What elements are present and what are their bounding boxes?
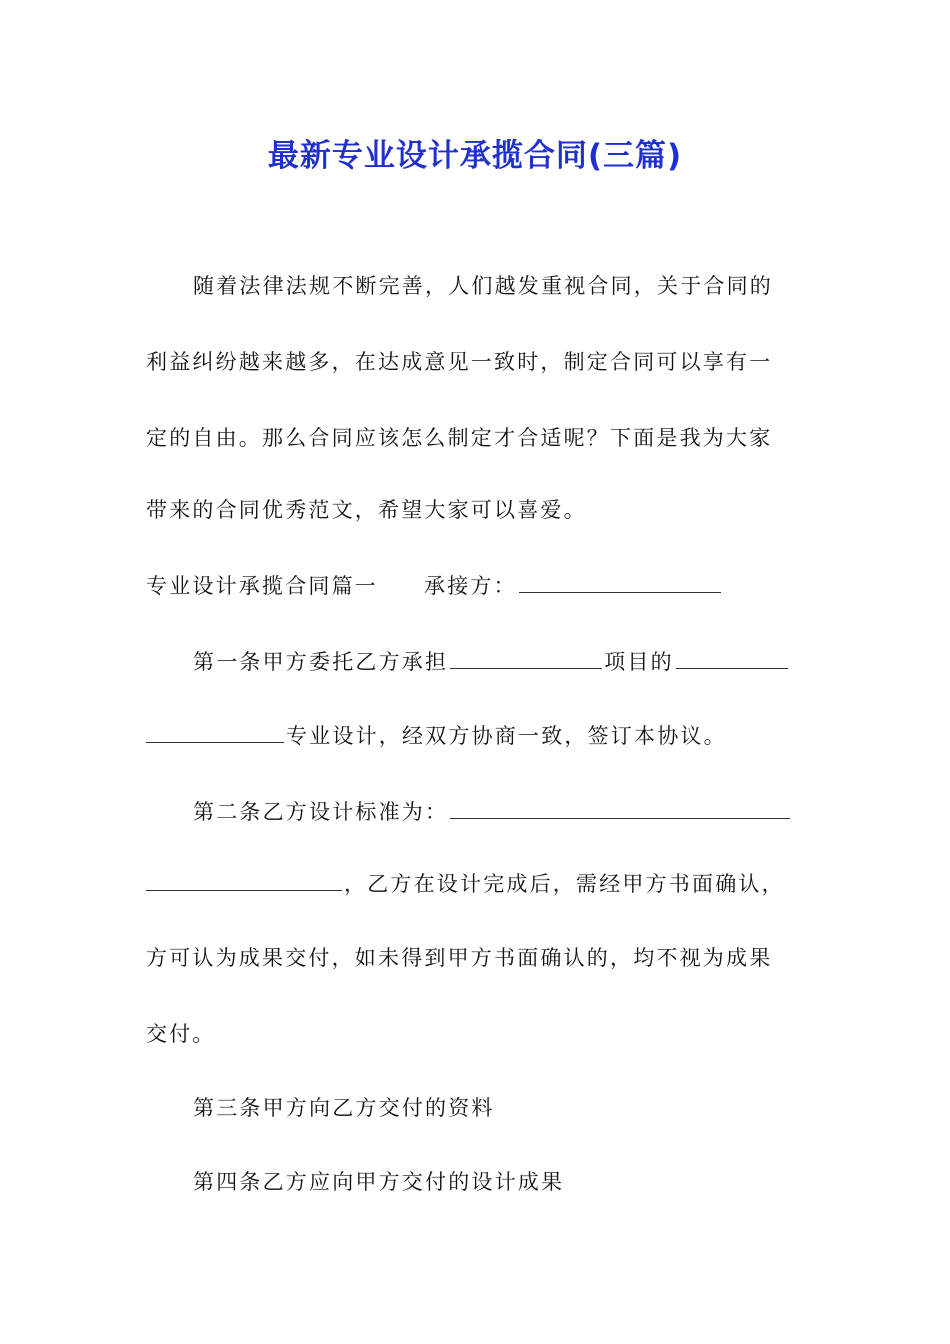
article-2-line-3: 方可认为成果交付，如未得到甲方书面确认的，均不视为成果 — [146, 946, 773, 970]
article-1-text-c: 专业设计，经双方协商一致，签订本协议。 — [286, 724, 727, 748]
article-1-line-2 — [146, 722, 806, 750]
article-2-line-4: 交付。 — [146, 1022, 216, 1046]
article-1-text-a: 第一条甲方委托乙方承担 — [193, 650, 449, 674]
article-1-text-b: 项目的 — [604, 650, 674, 674]
article-2-standard-blank — [450, 798, 790, 819]
intro-line-3: 定的自由。那么合同应该怎么制定才合适呢？下面是我为大家 — [146, 426, 773, 450]
article-1-project-blank — [450, 648, 602, 669]
intro-line-1: 随着法律法规不断完善，人们越发重视合同，关于合同的 — [193, 274, 773, 298]
article-3: 第三条甲方向乙方交付的资料 — [193, 1096, 495, 1120]
article-2-text-b: ，乙方在设计完成后，需经甲方书面确认， — [344, 872, 785, 896]
article-2-line-2 — [146, 870, 806, 898]
article-4: 第四条乙方应向甲方交付的设计成果 — [193, 1170, 565, 1194]
contractor-label: 承接方： — [424, 574, 517, 598]
article-1-specialty-blank — [676, 648, 788, 669]
article-2-text-a: 第二条乙方设计标准为： — [193, 800, 449, 824]
section-heading-line — [146, 572, 806, 600]
intro-line-2: 利益纠纷越来越多，在达成意见一致时，制定合同可以享有一 — [146, 350, 773, 374]
document-title: 最新专业设计承揽合同(三篇) — [267, 138, 683, 174]
article-2-line-1 — [193, 798, 806, 826]
article-1-specialty-blank-cont — [146, 722, 284, 743]
intro-line-4: 带来的合同优秀范文，希望大家可以喜爱。 — [146, 498, 587, 522]
article-2-standard-blank-cont — [146, 870, 342, 891]
article-1-line-1 — [193, 648, 806, 676]
section-heading: 专业设计承揽合同篇一 — [146, 574, 378, 598]
contractor-blank — [519, 572, 721, 593]
